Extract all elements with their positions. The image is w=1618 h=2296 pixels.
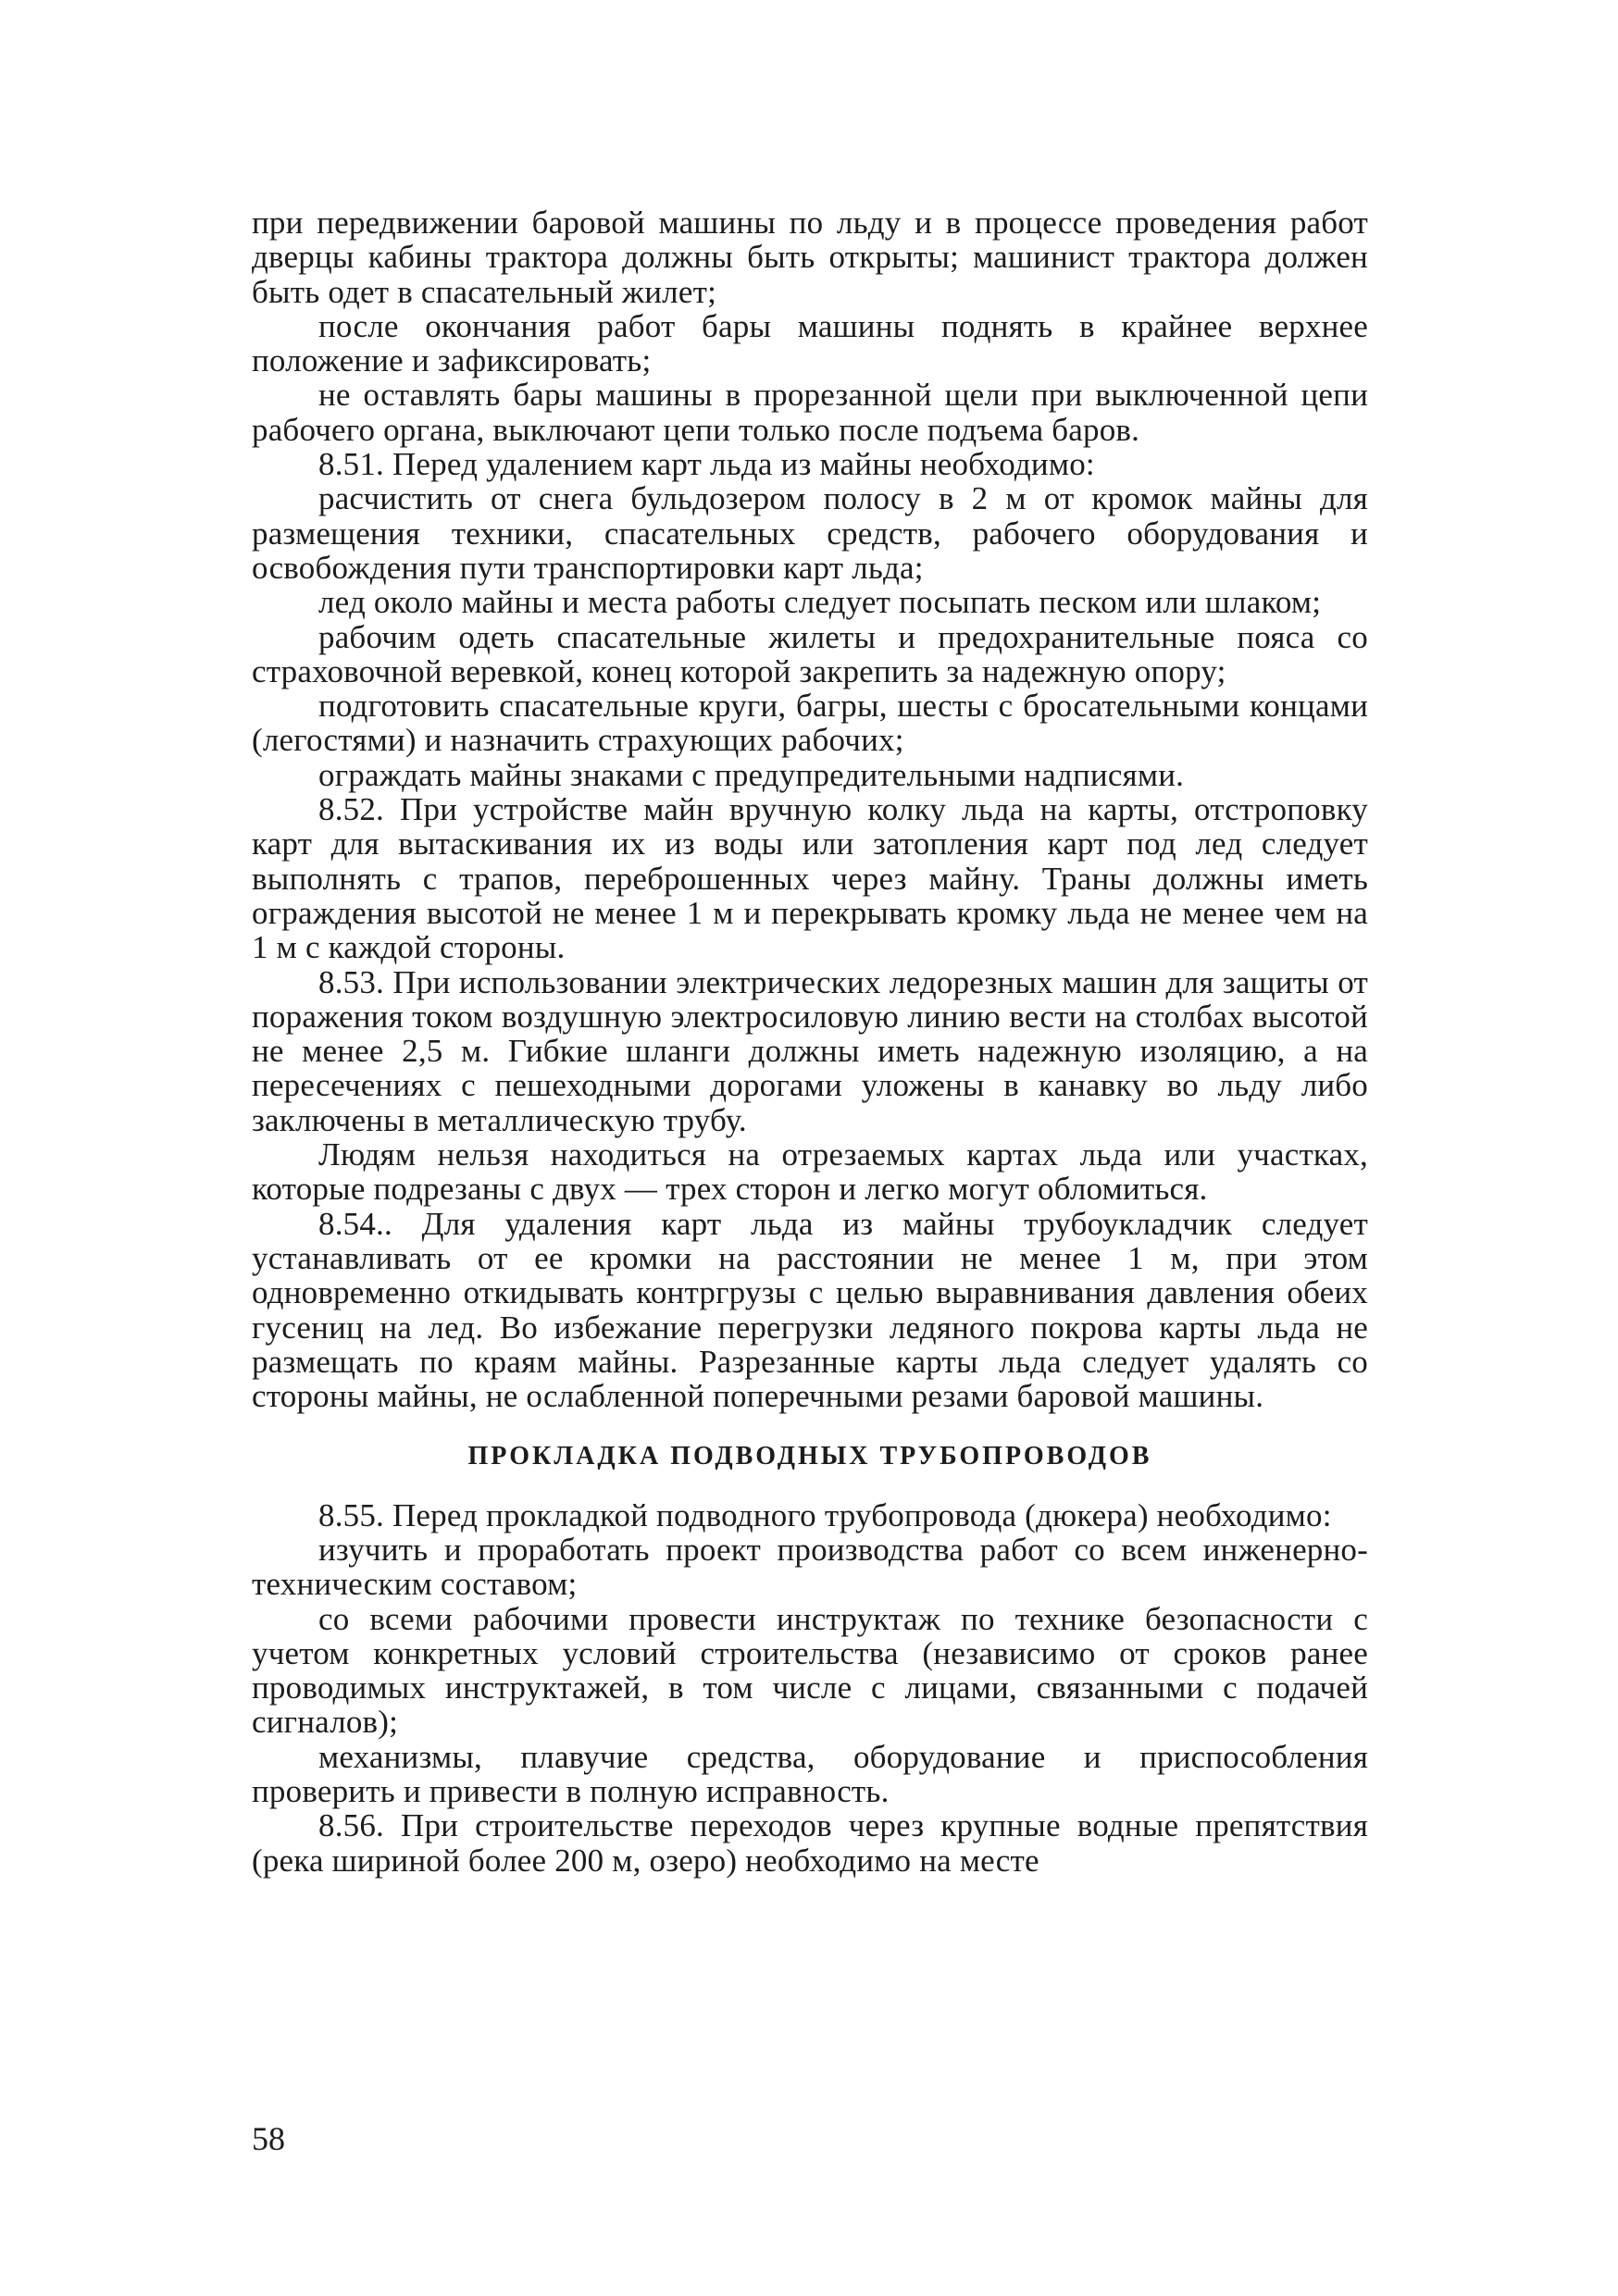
paragraph: ограждать майны знаками с предупредительными надписями. — [318, 756, 1185, 793]
clause-8-53: 8.53. При использовании электрических ледорезных машин для защиты от поражения током воздушную электросиловую линию вести на столбах высотой не менее 2,5 м. Гибкие шланги должны иметь надежную изоляцию, а на пересечениях с пешеходными дорогами уложены в канавку во льду либо заключены в металлическую трубу. — [252, 963, 1368, 1138]
body-text — [252, 205, 1368, 1878]
page-number: 58 — [252, 2120, 285, 2157]
paragraph: лед около майны и места работы следует посыпать песком или шлаком; — [318, 584, 1322, 621]
paragraph: не оставлять бары машины в прорезанной щели при выключенной цепи рабочего органа, выключают цепи только после подъема баров. — [252, 377, 1368, 448]
paragraph: со всеми рабочими провести инструктаж по технике безопасности с учетом конкретных условий строительства (независимо от сроков ранее проводимых инструктажей, в том числе с лицами, связанными с подачей сигналов); — [252, 1600, 1368, 1741]
section-heading: ПРОКЛАДКА ПОДВОДНЫХ ТРУБОПРОВОДОВ — [467, 1442, 1152, 1471]
clause-8-51: 8.51. Перед удалением карт льда из майны необходимо: — [318, 446, 1095, 483]
paragraph: расчистить от снега бульдозером полосу в 2 м от кромок майны для размещения техники, спасательных средств, рабочего оборудования и освобождения пути транспортировки карт льда; — [252, 480, 1368, 586]
clause-8-56: 8.56. При строительстве переходов через крупные водные препятствия (река шириной более 200 м, озеро) необходимо на месте — [252, 1807, 1368, 1879]
paragraph: Людям нельзя находиться на отрезаемых картах льда или участках, которые подрезаны с двух — трех сторон и легко могут обломиться. — [252, 1136, 1368, 1208]
clause-8-52: 8.52. При устройстве майн вручную колку льда на карты, отстроповку карт для вытаскивания их из воды или затопления карт под лед следует выполнять с трапов, переброшенных через майну. Траны должны иметь ограждения высотой не менее 1 м и перекрывать кромку льда не менее чем на 1 м с каждой стороны. — [252, 791, 1368, 966]
clause-8-54: 8.54.. Для удаления карт льда из майны трубоукладчик следует устанавливать от ее кромки на расстоянии не менее 1 м, при этом одновременно откидывать контргрузы с целью выравнивания давления обеих гусениц на лед. Во избежание перегрузки ледяного покрова карты льда не размещать по краям майны. Разрезанные карты льда следует удалять со стороны майны, не ослабленной поперечными резами баровой машины. — [252, 1205, 1368, 1415]
paragraph: рабочим одеть спасательные жилеты и предохранительные пояса со страховочной веревкой, конец которой закрепить за надежную опору; — [252, 618, 1368, 689]
paragraph: при передвижении баровой машины по льду и в процессе проведения работ дверцы кабины трактора должны быть открыты; машинист трактора должен быть одет в спасательный жилет; — [252, 205, 1368, 310]
clause-8-55: 8.55. Перед прокладкой подводного трубопровода (дюкера) необходимо: — [318, 1496, 1332, 1533]
paragraph: подготовить спасательные круги, багры, шесты с бросательными концами (легостями) и назначить страхующих рабочих; — [252, 688, 1368, 759]
paragraph: механизмы, плавучие средства, оборудование и приспособления проверить и привести в полную исправность. — [252, 1738, 1368, 1810]
paragraph: после окончания работ бары машины поднять в крайнее верхнее положение и зафиксировать; — [252, 307, 1368, 379]
paragraph: изучить и проработать проект производства работ со всем инженерно-техническим составом; — [252, 1531, 1368, 1603]
